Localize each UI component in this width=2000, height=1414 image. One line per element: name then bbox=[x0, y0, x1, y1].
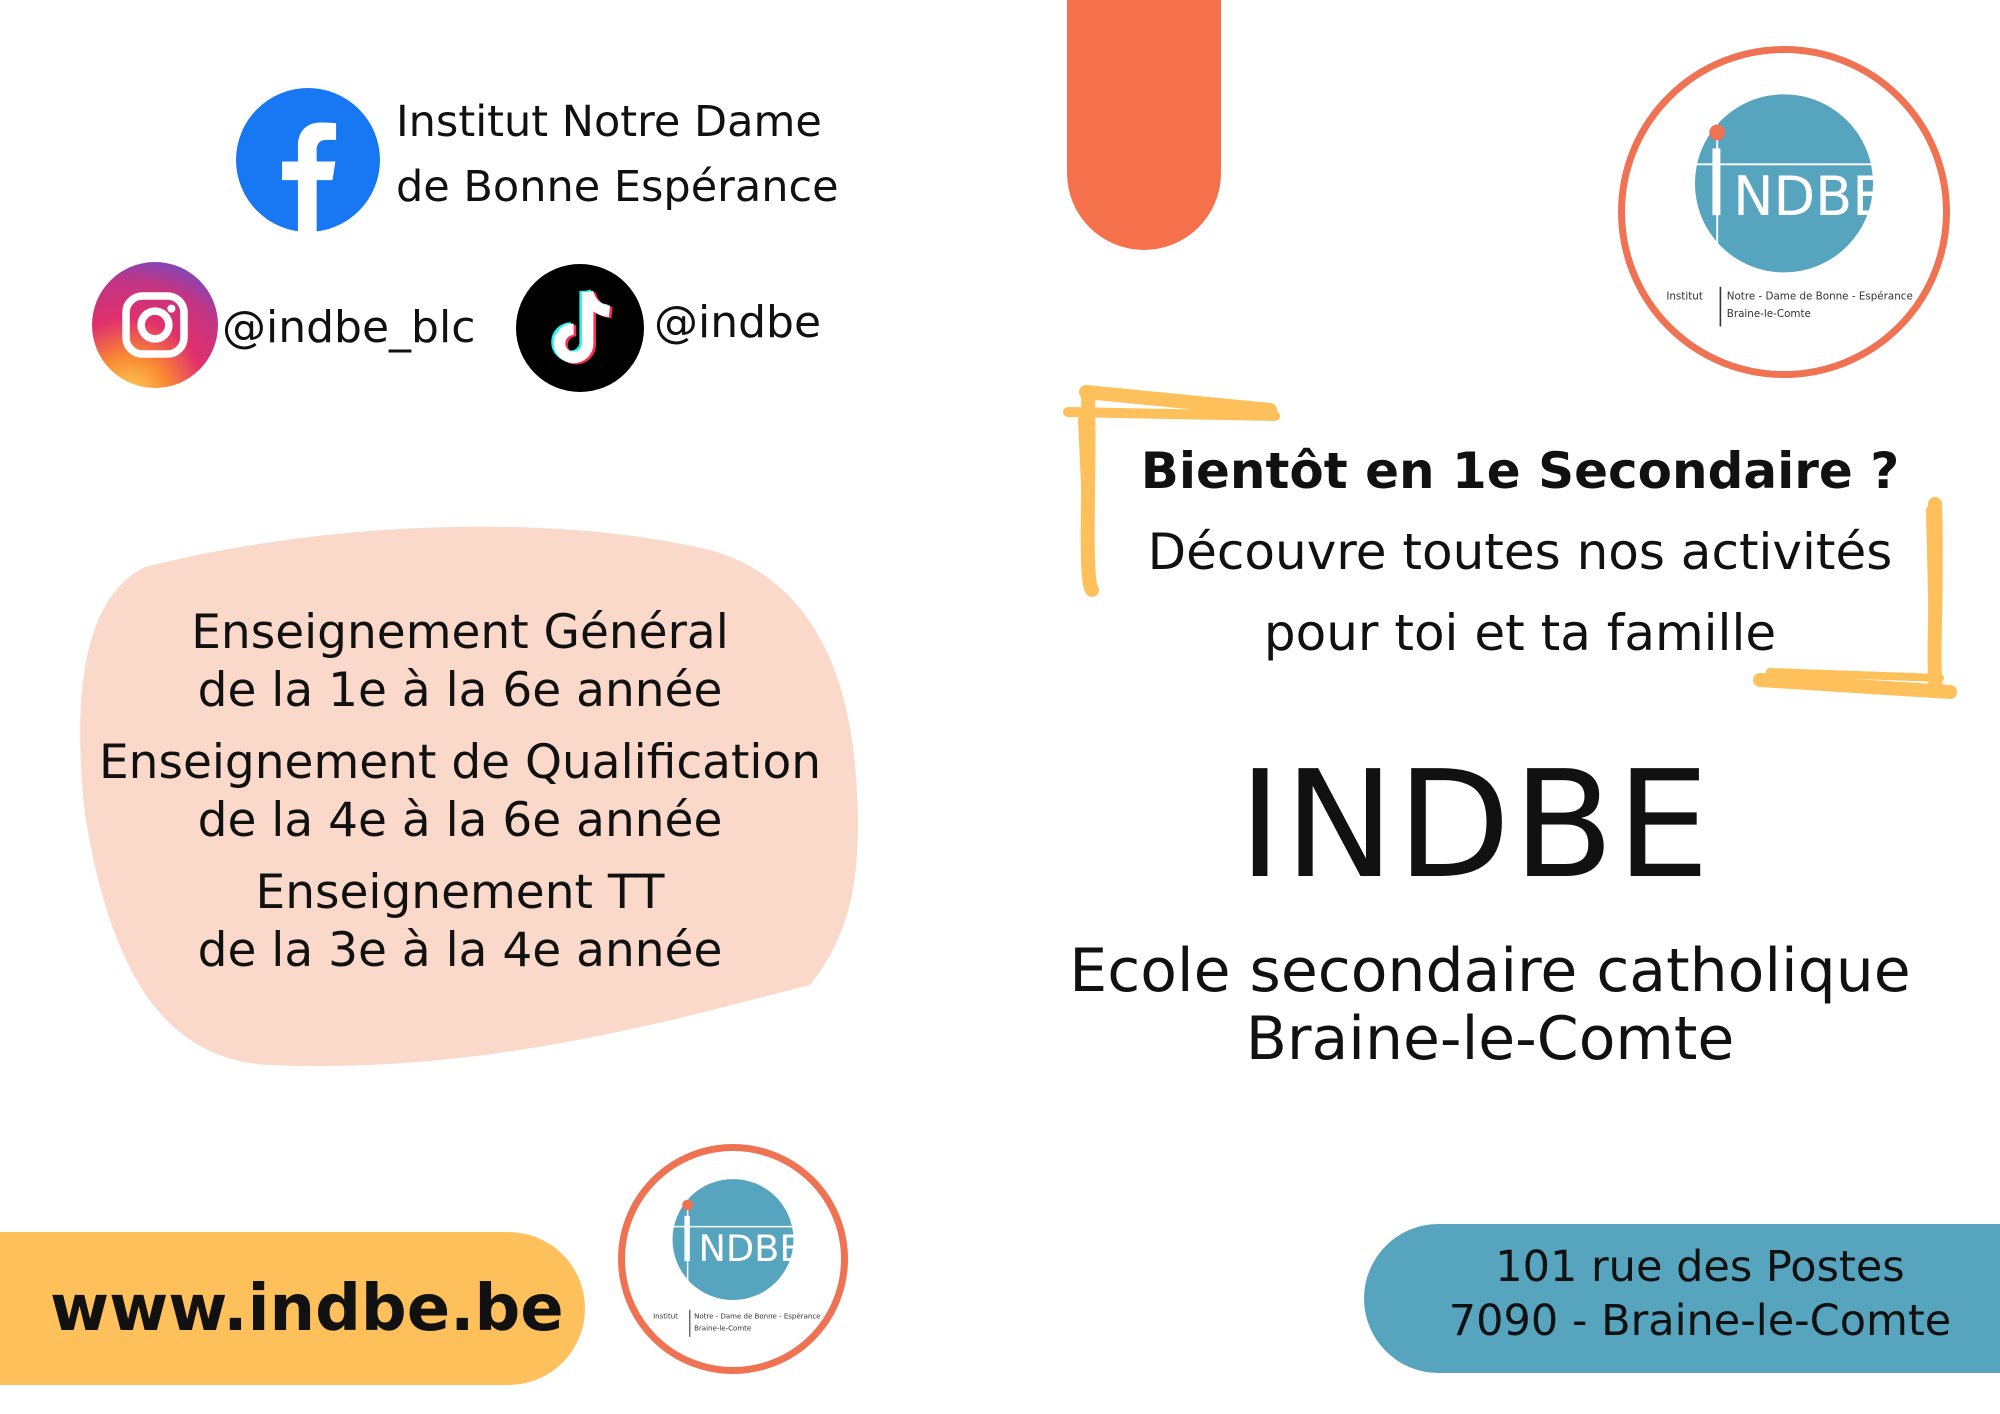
tiktok-icon[interactable] bbox=[516, 264, 644, 392]
school-logo bbox=[1618, 46, 1950, 378]
address-street: 101 rue des Postes bbox=[1495, 1242, 1905, 1292]
program-years: de la 4e à la 6e année bbox=[197, 793, 723, 848]
school-type: Ecole secondaire catholique bbox=[1069, 936, 1911, 1006]
logo-caption-right-2: Braine-le-Comte bbox=[1726, 307, 1811, 320]
logo-caption-right-1: Notre - Dame de Bonne - Espérance bbox=[1726, 290, 1913, 303]
program-years: de la 1e à la 6e année bbox=[197, 663, 723, 718]
decorative-orange-tab bbox=[1067, 0, 1221, 250]
facebook-icon[interactable] bbox=[236, 88, 380, 232]
school-address bbox=[1420, 1240, 1980, 1348]
logo-caption-right-2: Braine-le-Comte bbox=[694, 1323, 752, 1333]
program-tt bbox=[70, 864, 850, 980]
tiktok-handle[interactable]: @indbe bbox=[654, 297, 822, 348]
address-city: 7090 - Braine-le-Comte bbox=[1448, 1296, 1952, 1346]
program-title: Enseignement Général bbox=[191, 605, 729, 660]
program-title: Enseignement de Qualification bbox=[98, 735, 821, 790]
logo-caption-right-1: Notre - Dame de Bonne - Espérance bbox=[694, 1311, 821, 1321]
school-city: Braine-le-Comte bbox=[1245, 1004, 1735, 1074]
facebook-page-name[interactable] bbox=[396, 90, 839, 220]
promo-headline: Bientôt en 1e Secondaire ? bbox=[1140, 442, 1900, 500]
promo-line: pour toi et ta famille bbox=[1263, 604, 1777, 662]
school-acronym: INDBE bbox=[1238, 739, 1712, 911]
logo-text: NDBE bbox=[698, 1227, 803, 1271]
program-qualification bbox=[70, 734, 850, 850]
website-link[interactable]: www.indbe.be bbox=[50, 1272, 564, 1346]
programs-list bbox=[70, 604, 850, 980]
facebook-name-line1: Institut Notre Dame bbox=[396, 97, 822, 147]
logo-caption-left: Institut bbox=[653, 1311, 678, 1321]
program-general bbox=[70, 604, 850, 720]
promo-line: Découvre toutes nos activités bbox=[1147, 523, 1893, 581]
school-logo-small bbox=[618, 1144, 848, 1374]
facebook-name-line2: de Bonne Espérance bbox=[396, 162, 839, 212]
program-title: Enseignement TT bbox=[255, 865, 665, 920]
program-years: de la 3e à la 4e année bbox=[197, 923, 723, 978]
logo-caption-left: Institut bbox=[1666, 290, 1703, 303]
instagram-handle[interactable]: @indbe_blc bbox=[222, 302, 476, 353]
logo-text: NDBE bbox=[1733, 165, 1887, 229]
instagram-icon[interactable] bbox=[92, 262, 218, 388]
